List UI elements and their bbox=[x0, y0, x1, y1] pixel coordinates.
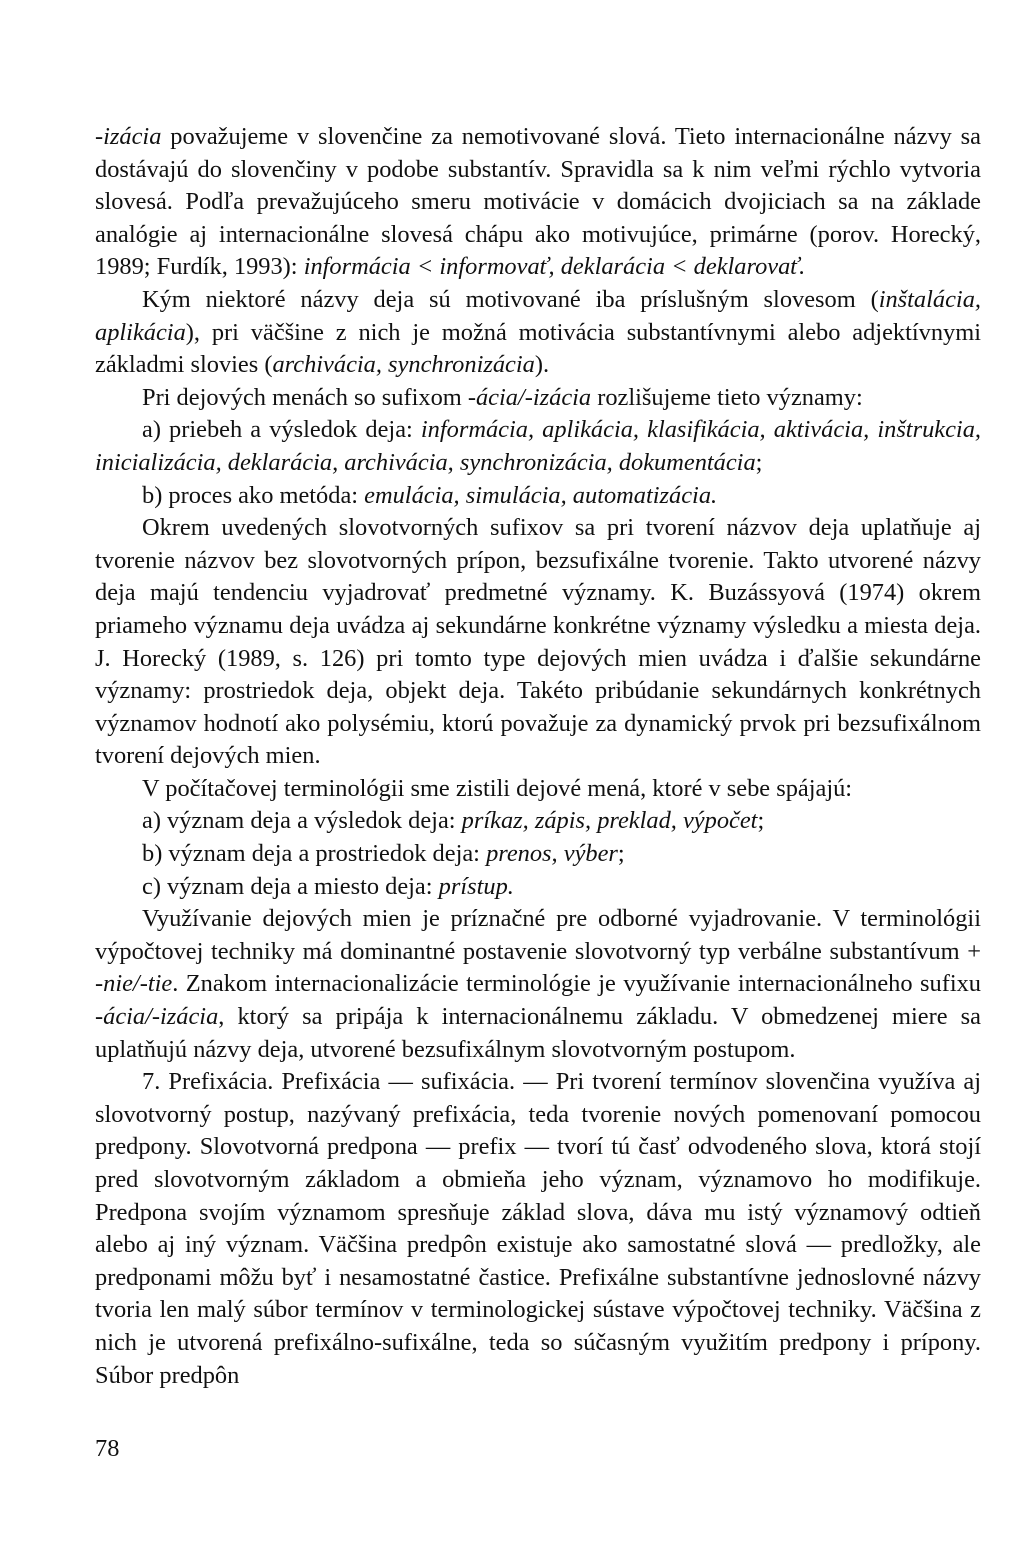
italic-text: emulácia, simulácia, automatizácia. bbox=[364, 481, 718, 509]
italic-text: -ácia/-izácia bbox=[95, 1003, 219, 1031]
italic-text: -izácia bbox=[95, 123, 162, 150]
text-run: a) priebeh a výsledok deja: bbox=[142, 416, 421, 444]
italic-text: prístup. bbox=[438, 872, 514, 900]
text-run: b) proces ako metóda: bbox=[142, 481, 365, 509]
text-run: V počítačovej terminológii sme zistili dejové mená, ktoré v sebe spájajú: bbox=[142, 774, 853, 802]
paragraph bbox=[95, 512, 981, 773]
paragraph bbox=[95, 805, 981, 838]
italic-text: -ácia/-izácia bbox=[467, 383, 592, 411]
paragraph bbox=[95, 838, 981, 871]
text-run: ). bbox=[534, 351, 550, 379]
text-run: . Znakom internacionalizácie terminológie je využívanie internacionálneho sufixu bbox=[172, 970, 981, 998]
paragraph bbox=[95, 1066, 981, 1392]
paragraph bbox=[95, 480, 981, 513]
italic-text: inštalácia, aplikácia bbox=[95, 285, 981, 346]
paragraph bbox=[95, 773, 981, 806]
text-run: ), pri väčšine z nich je možná motivácia substantívnymi alebo adjektívnymi základmi slovies ( bbox=[95, 318, 981, 379]
text-run: Využívanie dejových mien je príznačné pre odborné vyjadrovanie. V terminológii výpočtovej techniky má dominantné postavenie slovotvorný typ verbálne substantívum + bbox=[95, 905, 981, 965]
text-run: Kým niektoré názvy deja sú motivované iba príslušným slovesom ( bbox=[142, 285, 879, 313]
text-run: 7. Prefixácia. Prefixácia — sufixácia. — Pri tvorení termínov slovenčina využíva aj slovotvorný postup, nazývaný prefixácia, teda tvorenie nových pomenovaní pomocou predpony. Slovotvorná predpona — prefix — tvorí tú časť odvodeného slova, ktorá stojí pred slovotvorným základom a obmieňa jeho význam, významovo ho modifikuje. Predpona svojím významom spresňuje základ slova, dáva mu istý významový odtieň alebo aj iný význam. Väčšina predpôn existuje ako samostatné slová — predložky, ale predponami môžu byť i nesamostatné častice. Prefixálne substantívne jednoslovné názvy tvoria len malý súbor termínov v terminologickej sústave výpočtovej techniky. Väčšina z nich je utvorená prefixálno-sufixálne, teda so súčasným využitím predpony i prípony. Súbor predpôn bbox=[95, 1068, 981, 1389]
paragraph bbox=[95, 414, 981, 479]
text-run: považujeme v slovenčine za nemotivované slová. Tieto internacionálne názvy sa dostávajú do slovenčiny v podobe substantív. Spravidla sa k nim veľmi rýchlo vytvoria slovesá. Podľa prevažujúceho smeru motivácie v domácich dvojiciach sa na základe analógie aj internacionálne slovesá chápu ako motivujúce, primárne (porov. Horecký, 1989; Furdík, 1993): bbox=[95, 123, 981, 281]
text-run: c) význam deja a miesto deja: bbox=[142, 872, 439, 900]
text-run: ; bbox=[757, 807, 765, 835]
paragraph bbox=[95, 903, 981, 1066]
italic-text: informácia, aplikácia, klasifikácia, aktivácia, inštrukcia, inicializácia, deklarácia, archivácia, synchronizácia, dokumentácia bbox=[95, 416, 981, 476]
paragraph bbox=[95, 871, 981, 904]
paragraph bbox=[95, 382, 981, 415]
italic-text: informácia < informovať, deklarácia < deklarovať. bbox=[303, 253, 806, 281]
body-text bbox=[95, 121, 981, 1392]
text-run: a) význam deja a výsledok deja: bbox=[142, 807, 462, 835]
text-run: ; bbox=[755, 448, 763, 476]
italic-text: príkaz, zápis, preklad, výpočet bbox=[461, 807, 758, 835]
page-number: 78 bbox=[95, 1435, 120, 1462]
italic-text: prenos, výber bbox=[486, 840, 618, 868]
text-run: , ktorý sa pripája k internacionálnemu základu. V obmedzenej miere sa uplatňujú názvy deja, utvorené bezsufixálnym slovotvorným postupom. bbox=[95, 1003, 981, 1063]
text-run: b) význam deja a prostriedok deja: bbox=[142, 840, 487, 868]
italic-text: archivácia, synchronizácia bbox=[272, 351, 535, 379]
text-run: Pri dejových menách so sufixom bbox=[142, 383, 468, 411]
text-run: ; bbox=[617, 840, 625, 868]
paragraph bbox=[95, 284, 981, 382]
text-run: Okrem uvedených slovotvorných sufixov sa pri tvorení názvov deja uplatňuje aj tvorenie názvov bez slovotvorných prípon, bezsufixálne tvorenie. Takto utvorené názvy deja majú tendenciu vyjadrovať predmetné významy. K. Buzássyová (1974) okrem priameho významu deja uvádza aj sekundárne konkrétne významy výsledku a miesta deja. J. Horecký (1989, s. 126) pri tomto type dejových mien uvádza i ďalšie sekundárne významy: prostriedok deja, objekt deja. Takéto pribúdanie sekundárnych konkrétnych významov hodnotí ako polysémiu, ktorú považuje za dynamický prvok pri bezsufixálnom tvorení dejových mien. bbox=[95, 514, 981, 770]
paragraph bbox=[95, 121, 981, 284]
text-run: rozlišujeme tieto významy: bbox=[591, 383, 863, 411]
italic-text: -nie/-tie bbox=[95, 970, 173, 998]
